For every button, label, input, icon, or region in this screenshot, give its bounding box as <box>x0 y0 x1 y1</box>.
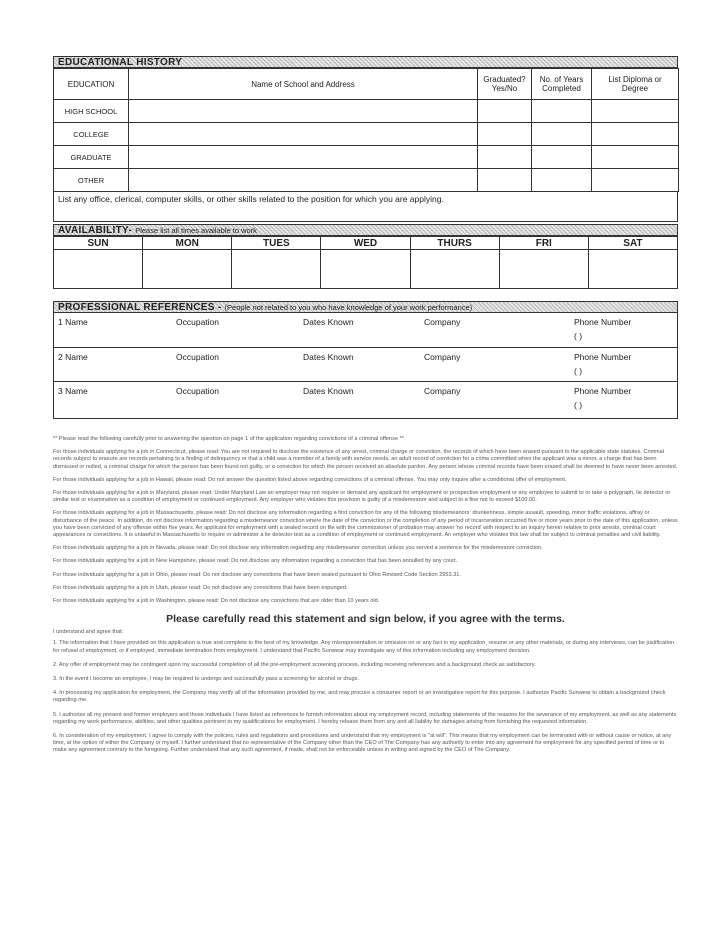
availability-table <box>53 236 678 289</box>
note-utah: For those individuals applying for a job in Utah, please read: Do not disclose any convictions that have been expunged. <box>53 584 348 591</box>
education-col-header: EDUCATION <box>54 69 129 100</box>
education-level: GRADUATE <box>54 146 129 169</box>
education-level: OTHER <box>54 169 129 192</box>
availability-cell-sun[interactable] <box>54 250 143 289</box>
agreement-item-4: 4. In processing my application for employment, the Company may verify all of the information provided by me, and may procure a consumer report or an investigative report for this purpose. I authorize Pacific Sunwear to obtain a background check regarding me. <box>53 690 666 704</box>
reference-phone-label: Phone Number <box>574 352 632 362</box>
education-row <box>54 100 679 123</box>
availability-subtitle: Please list all times available to work <box>135 226 257 235</box>
agreement-intro: I understand and agree that: <box>53 629 124 636</box>
day-sat: SAT <box>588 237 677 250</box>
education-row <box>54 123 679 146</box>
note-washington: For those individuals applying for a job in Washington, please read: Do not disclose any convictions that are older than 10 years old. <box>53 598 380 605</box>
agreement-item-3: 3. In the event I become an employee, I may be required to undergo and successfully pass a screening for alcohol or drugs. <box>53 676 359 683</box>
agreement-item-6: 6. In consideration of my employment, I agree to comply with the policies, rules and regulations and procedures and understand that my employment is "at will". This means that my employment can be terminated with or without cause or notice, at any time, at the option of either the Company or myself. I further understand that no representative of the Company other than the CEO of The Company has any authority to enter into any agreement for employment for any specified period of time or to make any agreement contrary to the foregoing. Further understand that any such agreement, if made, shall not be enforceable unless in writing and signed by the CEO of The Company. <box>53 733 672 754</box>
reference-phone-paren: ( ) <box>574 366 583 376</box>
school-name-field[interactable] <box>129 146 478 169</box>
application-form <box>53 56 678 419</box>
day-fri: FRI <box>499 237 588 250</box>
reference-phone-label: Phone Number <box>574 386 632 396</box>
years-field[interactable] <box>532 100 592 123</box>
reference-occupation-label: Occupation <box>176 352 219 362</box>
references-title: PROFESSIONAL REFERENCES - <box>58 302 222 313</box>
reference-entry[interactable] <box>54 313 677 347</box>
reference-entry[interactable] <box>54 381 677 416</box>
skills-field[interactable] <box>53 192 678 222</box>
note-maryland: For those individuals applying for a job in Maryland, please read: Under Maryland Law an employer may not require or demand any applicant for employment or prospective employment or any employee to submit to or take a polygraph, lie detector or similar test or examination as a condition of employment or continued employment. Any employer who violates this provision is guilty of a misdemeanor and subject to a fine not to exceed $100.00. <box>53 490 671 504</box>
availability-header-row <box>54 237 678 250</box>
reference-dates-label: Dates Known <box>303 352 354 362</box>
reference-company-label: Company <box>424 317 461 327</box>
agreement-item-2: 2. Any offer of employment may be contingent upon my successful completion of all the pre-employment screening process, including receiving references and a background check as satisfactory. <box>53 661 536 668</box>
school-name-field[interactable] <box>129 123 478 146</box>
references-block <box>53 313 678 419</box>
note-connecticut: For those individuals applying for a job in Connecticut, please read: You are not required to disclose the existence of any arrest, criminal charge or conviction, the records of which have been erased pursuant to the applicable state statutes. Criminal records subject to erasure are records pertaining to a finding of delinquency or that a child was a member of a family with service needs, an adult record of conviction for a crime committed when the applicant was a minor, a charge that has been dismissed or nolled, a criminal charge for which the person has been found not guilty, or a conviction for which the person received an absolute pardon. Any person whose criminal records have been erased shall be deemed to have never been arrested. <box>53 449 678 470</box>
agreement-terms <box>53 629 678 754</box>
graduated-col-header: Graduated? Yes/No <box>478 69 532 100</box>
skills-prompt: List any office, clerical, computer skills, or other skills related to the position for which you are applying. <box>58 194 444 204</box>
reference-entry[interactable] <box>54 347 677 382</box>
years-field[interactable] <box>532 169 592 192</box>
note-intro: ** Please read the following carefully prior to answering the question on page 1 of the application regarding convictions of a criminal offense ** <box>53 436 404 442</box>
school-name-field[interactable] <box>129 169 478 192</box>
graduated-field[interactable] <box>478 100 532 123</box>
availability-row <box>54 250 678 289</box>
availability-cell-mon[interactable] <box>143 250 232 289</box>
reference-dates-label: Dates Known <box>303 317 354 327</box>
day-sun: SUN <box>54 237 143 250</box>
degree-field[interactable] <box>592 100 679 123</box>
day-mon: MON <box>143 237 232 250</box>
school-name-field[interactable] <box>129 100 478 123</box>
availability-cell-fri[interactable] <box>499 250 588 289</box>
school-col-header: Name of School and Address <box>129 69 478 100</box>
graduated-field[interactable] <box>478 146 532 169</box>
degree-col-header: List Diploma or Degree <box>592 69 679 100</box>
note-new-hampshire: For those individuals applying for a job in New Hampshire, please read: Do not disclose any information regarding a conviction that has been annulled by any court. <box>53 558 458 565</box>
reference-dates-label: Dates Known <box>303 386 354 396</box>
legal-notes <box>53 436 678 762</box>
reference-company-label: Company <box>424 386 461 396</box>
years-col-header: No. of Years Completed <box>532 69 592 100</box>
degree-field[interactable] <box>592 169 679 192</box>
signature-heading: Please carefully read this statement and sign below, if you agree with the terms. <box>166 613 565 626</box>
education-table <box>53 68 679 192</box>
reference-phone-paren: ( ) <box>574 331 583 341</box>
reference-occupation-label: Occupation <box>176 386 219 396</box>
education-level: COLLEGE <box>54 123 129 146</box>
reference-company-label: Company <box>424 352 461 362</box>
note-hawaii: For those individuals applying for a job in Hawaii, please read: Do not answer the question listed above regarding convictions of a criminal offense. You may only inquire after a conditional offer of employment. <box>53 476 567 483</box>
day-tues: TUES <box>232 237 321 250</box>
availability-title: AVAILABILITY- <box>58 225 133 236</box>
availability-cell-wed[interactable] <box>321 250 410 289</box>
degree-field[interactable] <box>592 146 679 169</box>
reference-name-label: 2 Name <box>58 352 88 362</box>
education-header-row <box>54 69 679 100</box>
reference-phone-label: Phone Number <box>574 317 632 327</box>
agreement-item-5: 5. I authorize all my present and former employers and those individuals I have listed as references to furnish information about my employment record, including statements of the reasons for the severance of my employment, as well as any statements regarding my work performance, abilities, and other qualities pertinent to my qualifications for employment. I hereby release them from any and all liability for damages arising from furnishing the requested information. <box>53 711 677 725</box>
reference-name-label: 3 Name <box>58 386 88 396</box>
education-level: HIGH SCHOOL <box>54 100 129 123</box>
references-subtitle: (People not related to you who have knowledge of your work performance) <box>224 303 473 312</box>
degree-field[interactable] <box>592 123 679 146</box>
day-wed: WED <box>321 237 410 250</box>
availability-cell-sat[interactable] <box>588 250 677 289</box>
reference-phone-paren: ( ) <box>574 400 583 410</box>
agreement-item-1: 1. The information that I have provided on this application is true and complete to the best of my knowledge. Any misrepresentation or omission on or any fact in my application, resume or any other materials, or during any interviews, can be justification for refusal of employment, or if employed, immediate termination from employment. I understand that Pacific Sunwear may investigate any of this information including any employment decision. <box>53 640 675 654</box>
education-title: EDUCATIONAL HISTORY <box>58 57 183 68</box>
reference-occupation-label: Occupation <box>176 317 219 327</box>
graduated-field[interactable] <box>478 123 532 146</box>
availability-cell-tues[interactable] <box>232 250 321 289</box>
note-nevada: For those individuals applying for a job in Nevada, please read: Do not disclose any information regarding any misdemeanor conviction unless you served a sentence for the misdemeanor conviction. <box>53 545 543 552</box>
availability-cell-thurs[interactable] <box>410 250 499 289</box>
graduated-field[interactable] <box>478 169 532 192</box>
note-ohio: For those individuals applying for a job in Ohio, please read: Do not disclose any convictions that have been sealed pursuant to Ohio Revised Code Section 2953.31. <box>53 571 461 578</box>
day-thurs: THURS <box>410 237 499 250</box>
reference-name-label: 1 Name <box>58 317 88 327</box>
references-section-header <box>53 301 678 313</box>
note-massachusetts: For those individuals applying for a job in Massachusetts, please read: Do not disclose any information regarding a first conviction for any of the following misdemeanors: drunkenness, simple assault, speeding, minor traffic violations, affray or disturbance of the peace. In addition, do not disclose information regarding a misdemeanor conviction where the date of the conviction or the completion of any period of incarceration occurred five or more years prior to the date of this application, unless you have been convicted of any offense within five years. An applicant for employment with a sealed record on file with the commissioner of probation may answer 'no record' with respect to an inquiry herein relative to prior arrests, criminal court appearances or convictions. It is unlawful in Massachusetts to require or administer a lie detector test as a condition of employment or continued employment. An employer who violates this law shall be subject to criminal penalties and civil liability. <box>53 510 678 539</box>
years-field[interactable] <box>532 123 592 146</box>
years-field[interactable] <box>532 146 592 169</box>
education-row <box>54 169 679 192</box>
education-section-header <box>53 56 678 68</box>
education-row <box>54 146 679 169</box>
availability-section-header <box>53 224 678 236</box>
